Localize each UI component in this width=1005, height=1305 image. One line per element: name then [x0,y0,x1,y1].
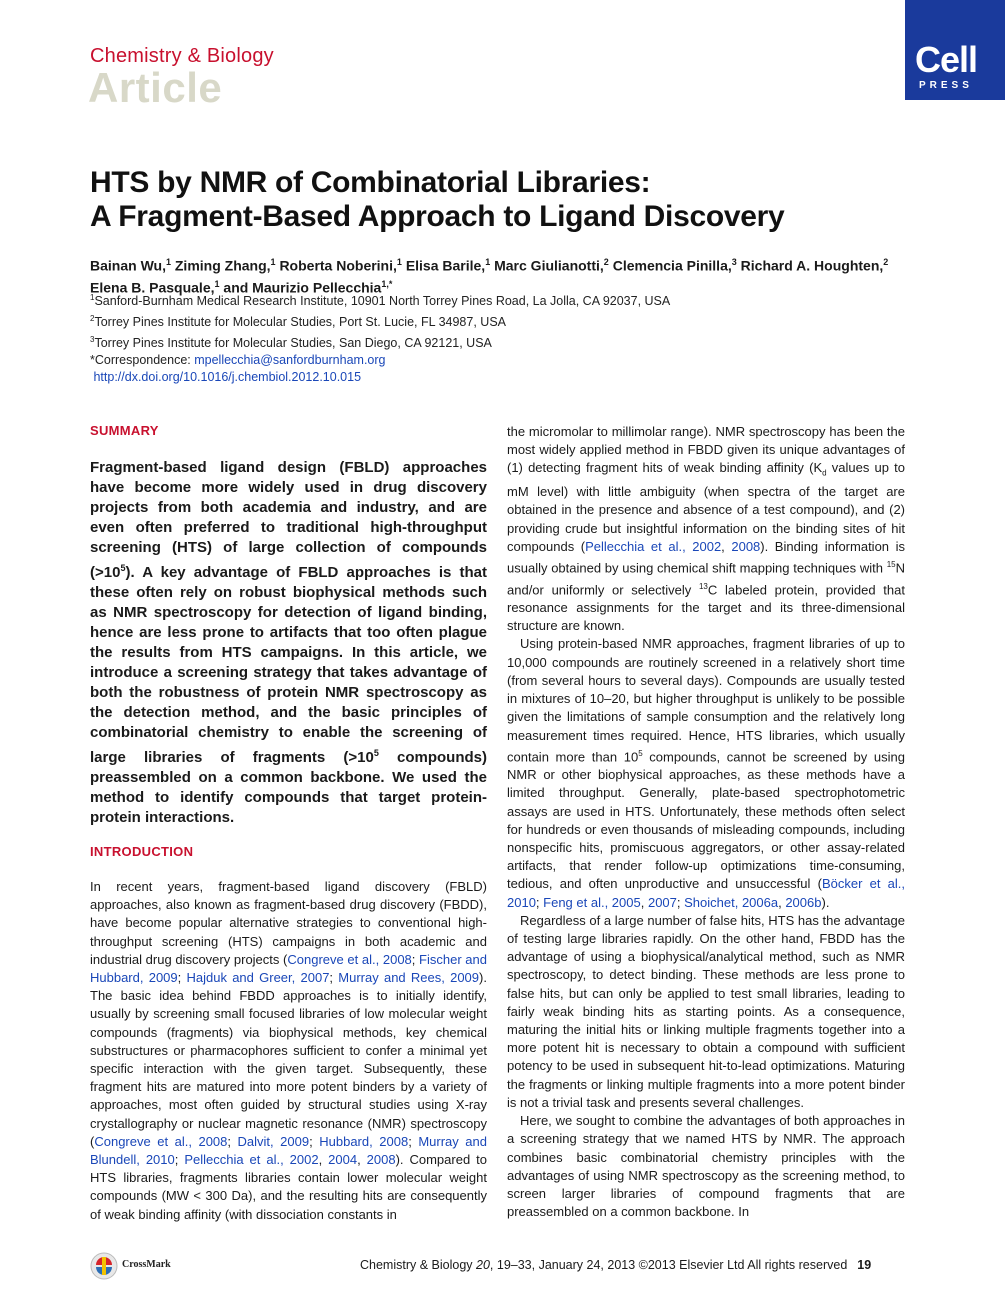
paper-title [90,166,920,234]
title-line: A Fragment-Based Approach to Ligand Discovery [90,200,785,233]
affiliations [90,289,920,386]
logo-sub: PRESS [919,80,973,91]
affiliation-3: $^3$Torrey Pines Institute for Molecular Studies, San Diego, CA 92121, USA [90,335,492,351]
citation-link[interactable]: Hajduk and Greer, 2007 [186,970,330,986]
journal-name: Chemistry & Biology [90,45,274,67]
author-name: Clemencia Pinilla, [612,257,732,274]
citation-link[interactable]: Fischer and Hubbard, 2009 [90,951,487,986]
author-name: Ziming Zhang, [174,257,271,274]
citation-link[interactable]: 2004 [328,1152,358,1168]
citation-link[interactable]: Hubbard, 2008 [319,1133,409,1149]
doi-link[interactable]: http://dx.doi.org/10.1016/j.chembiol.2012.10.015 [93,370,362,385]
cell-press-logo[interactable] [905,0,1005,100]
citation-link[interactable]: Murray and Blundell, 2010 [90,1133,487,1168]
title-line: HTS by NMR of Combinatorial Libraries: [90,166,651,199]
crossmark-badge[interactable] [90,1252,170,1280]
author-name: Elena B. Pasquale, [90,279,215,296]
paragraph: the micromolar to millimolar range). NMR spectroscopy has been the most widely applied method in FBDD given its unique advantages of (1) detecting fragment hits of weak binding affinity ($K_d$ values up to mM level) with little ambiguity (when spectra of the target are obtained in the presence and absence of a test compound), and (2) providing crude but insightful information on the binding sites of hit compounds (Pellecchia et al., 2002, 2008). Binding information is usually obtained by using chemical shift mapping techniques with $^{15}$N and/or uniformly or selectively $^{13}$C labeled protein, provided that resonance assignments for the target and its three-dimensional structure are known. [507,424,905,634]
citation-link[interactable]: Feng et al., 2005 [543,894,641,910]
summary-text: Fragment-based ligand design (FBLD) approaches have become more widely used in drug discovery projects from both academia and industry, and are even often preferred to traditional high-throughput screening (HTS) of large collection of compounds $(>10^5)$. A key advantage of FBLD approaches is that these often rely on robust biophysical methods such as NMR spectroscopy for detection of ligand binding, hence are less prone to artifacts that too often plague the results from HTS campaigns. In this article, we introduce a screening strategy that takes advantage of both the robustness of protein NMR spectroscopy as the detection method, and the basic principles of combinatorial chemistry to enable the screening of large libraries of fragments ($>10^5$ compounds) preassembled on a common backbone. We used the method to identify compounds that target protein-protein interactions. [90,459,487,826]
citation-link[interactable]: Pellecchia et al., 2002 [184,1152,319,1168]
citation-link[interactable]: 2008 [731,538,761,554]
citation-link[interactable]: Congreve et al., 2008 [287,951,412,967]
author-list: Bainan Wu,$^1$ Ziming Zhang,$^1$ Roberta Noberini,$^1$ Elisa Barile,$^1$ Marc Giulianotti,$^2$ Clemencia Pinilla,$^3$ Richard A. Houghten,$^2$ Elena B. Pasquale,$^1$ and Maurizio Pellecchia$^{1,*}$ [90,257,889,296]
citation-link[interactable]: Dalvit, 2009 [237,1133,310,1149]
citation-link[interactable]: 2007 [647,894,677,910]
right-column-text [507,423,905,1221]
introduction-text: In recent years, fragment-based ligand discovery (FBLD) approaches, also known as fragment-based drug discovery (FBDD), have become popular alternative strategies to conventional high-throughput screening (HTS) campaigns in both academic and industrial drug discovery projects (Congreve et al., 2008; Fischer and Hubbard, 2009; Hajduk and Greer, 2007; Murray and Rees, 2009). The basic idea behind FBDD approaches is to initially identify, usually by screening small focused libraries of low molecular weight compounds (fragments) via biophysical methods, key chemical substructures or pharmacophores sufficient to confer a minimal yet specific interaction with the given target. Subsequently, these fragment hits are matured into more potent binders by a variety of approaches, most often guided by structural studies using X-ray crystallography or nuclear magnetic resonance (NMR) spectroscopy (Congreve et al., 2008; Dalvit, 2009; Hubbard, 2008; Murray and Blundell, 2010; Pellecchia et al., 2002, 2004, 2008). Compared to HTS libraries, fragments libraries contain lower molecular weight compounds (MW < 300 Da), and the resulting hits are consequently of weak binding affinity (with dissociation constants in [90,879,487,1222]
author-name: and Maurizio Pellecchia [223,279,382,296]
author-name: Marc Giulianotti, [494,257,604,274]
crossmark-icon [90,1252,120,1280]
citation-link[interactable]: 2008 [366,1152,396,1168]
doi [90,369,920,386]
citation-link[interactable]: Pellecchia et al., 2002 [585,538,722,554]
author-name: Elisa Barile, [405,257,486,274]
affiliation-2: $^2$Torrey Pines Institute for Molecular Studies, Port St. Lucie, FL 34987, USA [90,314,506,330]
affiliation-1: $^1$Sanford-Burnham Medical Research Institute, 10901 North Torrey Pines Road, La Jolla, CA 92037, USA [90,293,671,309]
author-name: Roberta Noberini, [279,257,397,274]
introduction-heading: INTRODUCTION [90,844,194,859]
citation-link[interactable]: Congreve et al., 2008 [94,1133,228,1149]
author-name: Richard A. Houghten, [740,257,884,274]
author-name: Bainan Wu, [90,257,166,274]
paragraph: Here, we sought to combine the advantages of both approaches in a screening strategy that we named HTS by NMR. The approach combines basic combinatorial chemistry principles with the advantages of using NMR spectroscopy as the screening method, to screen larger libraries of compound fragments that are preassembled on a common backbone. In [507,1113,905,1220]
citation-link[interactable]: 2006b [785,894,822,910]
crossmark-label: CrossMark [122,1259,171,1270]
page-footer: Chemistry & Biology 20, 19–33, January 24, 2013 ©2013 Elsevier Ltd All rights reserved 19 [360,1258,872,1272]
citation-link[interactable]: Böcker et al., 2010 [507,876,905,910]
paragraph: Regardless of a large number of false hits, HTS has the advantage of testing large libraries rapidly. On the other hand, FBDD has the advantage of using a biophysical/analytical method, such as NMR spectroscopy, to detect binding. These methods are less prone to false hits, but can only be applied to test small libraries, leading to fairly weak binding hits as starting points. As a consequence, maturing the initial hits or linking multiple fragments together into a more potent hit is necessary to obtain a compound with sufficient potency to be used in subsequent hit-to-lead optimizations. Maturing the fragments or linking multiple fragments into a more potent binder is not a trivial task and presents several challenges. [507,912,905,1110]
citation-link[interactable]: Murray and Rees, 2009 [338,970,480,986]
paragraph: Using protein-based NMR approaches, fragment libraries of up to 10,000 compounds are routinely screened in a relatively short time (from several hours to several days). Compounds are usually tested in mixtures of 10–20, but higher throughput is unlikely to be possible given the limitations of sample consumption and the relatively long measurement times required. Hence, HTS libraries, which usually contain more than $10^5$ compounds, cannot be screened by using NMR or other biophysical approaches, as these methods have a limited throughput. Generally, plate-based spectrophotometric assays are used in HTS. Unfortunately, these methods often select for hundreds or even thousands of misleading compounds, including nonspecific hits, promiscuous aggregators, or other assay-related artifacts, that render follow-up optimizations time-consuming, tedious, and often unproductive and unsuccessful (Böcker et al., 2010; Feng et al., 2005, 2007; Shoichet, 2006a, 2006b). [507,636,905,910]
citation-link[interactable]: Shoichet, 2006a [684,894,779,910]
correspondence: *Correspondence: mpellecchia@sanfordburnham.org [90,353,386,368]
page-number: 19 [857,1258,872,1272]
summary-heading: SUMMARY [90,423,159,438]
article-type: Article [88,64,223,111]
logo-main: Cell [915,39,978,80]
email-link[interactable]: mpellecchia@sanfordburnham.org [194,353,386,368]
